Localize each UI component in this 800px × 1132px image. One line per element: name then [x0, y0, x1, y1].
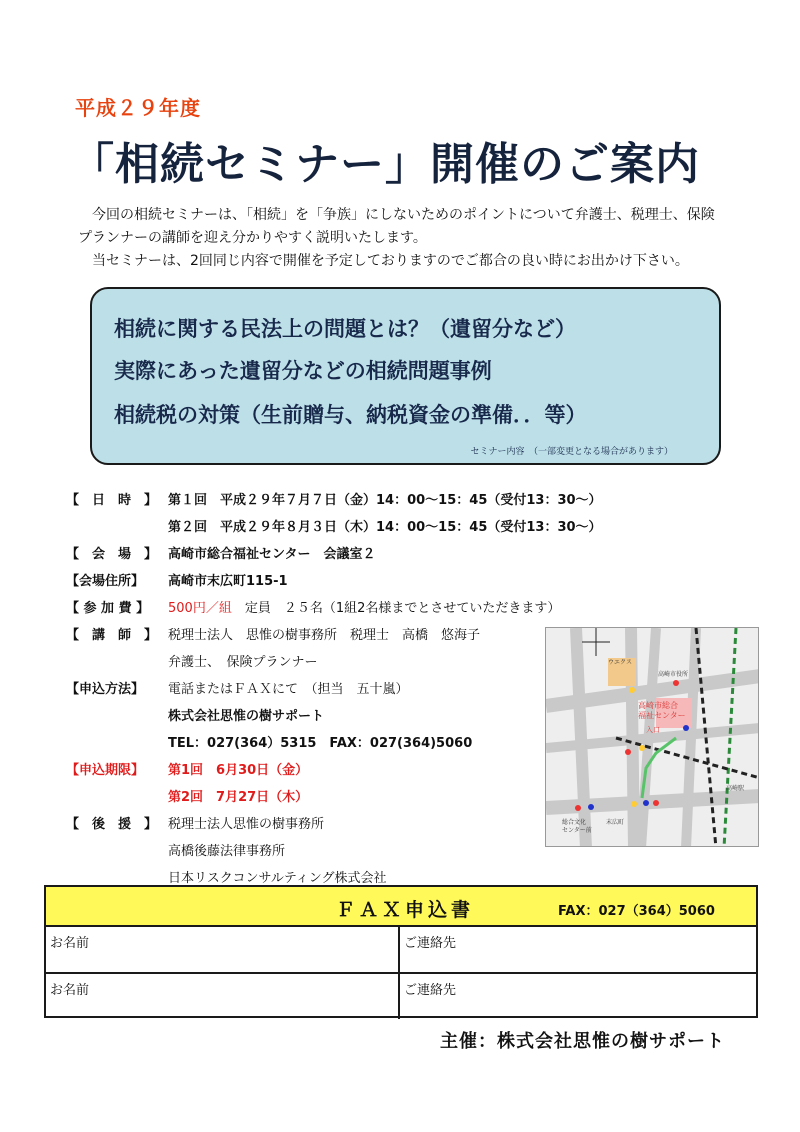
date-2: 第２回 平成２９年８月３日（木）14：00～15：45（受付13：30～） [168, 520, 602, 535]
date-label: 【 日 時 】 [66, 493, 158, 508]
form-row [46, 974, 756, 1019]
map-graphic [546, 628, 759, 847]
page-title: 「相続セミナー」開催のご案内 [70, 139, 700, 190]
intro-line: プランナーの講師を迎え分かりやすく説明いたします。 [78, 230, 427, 246]
deadline-1: 第1回 6月30日（金） [168, 763, 309, 778]
form-row [46, 927, 756, 974]
contact-field-label: ご連絡先 [404, 936, 457, 951]
date-1: 第１回 平成２９年７月７日（金）14：00～15：45（受付13：30～） [168, 493, 602, 508]
intro-line: 今回の相続セミナーは、「相続」を「争族」にしないためのポイントについて弁護士、税理士、保険 [78, 207, 715, 223]
map-place-5: センター前 [562, 827, 592, 834]
deadline-2: 第2回 7月27日（木） [168, 790, 309, 805]
fee-price: 500円／組 [168, 601, 232, 616]
contact-field-label: ご連絡先 [404, 983, 457, 998]
intro-paragraph [78, 204, 758, 273]
support-label: 【 後 援 】 [66, 817, 158, 832]
venue: 高崎市総合福祉センター 会議室２ [168, 547, 376, 562]
fax-application-form [44, 885, 758, 1018]
map-venue-label-1: 高崎市総合 [638, 701, 678, 710]
map-place-6: 高崎駅 [726, 785, 745, 792]
topic-item: 相続税の対策（生前贈与、納税資金の準備．．等） [114, 403, 587, 427]
intro-line: 当セミナーは、2回同じ内容で開催を予定しておりますのでご都合の良い時にお出かけ下さい。 [78, 253, 689, 269]
name-field-label: お名前 [50, 936, 90, 951]
form-title: ＦＡＸ申込書 [336, 899, 475, 921]
lecturer-1: 税理士法人 思惟の樹事務所 税理士 高橋 悠海子 [168, 628, 481, 643]
apply-method-3: TEL：027(364）5315 FAX：027(364)5060 [168, 736, 473, 751]
year-heading: 平成２９年度 [75, 96, 201, 120]
address: 高崎市末広町115-1 [168, 574, 288, 589]
map-entrance-label: 入口 [646, 726, 660, 734]
address-label: 【会場住所】 [66, 574, 145, 589]
support-2: 高橋後藤法律事務所 [168, 844, 286, 859]
fee-line [168, 597, 560, 616]
lecturer-label: 【 講 師 】 [66, 628, 158, 643]
lecturer-2: 弁護士、 保険プランナー [168, 655, 318, 670]
form-header [46, 887, 756, 927]
apply-method-label: 【申込方法】 [66, 682, 145, 697]
venue-label: 【 会 場 】 [66, 547, 158, 562]
map-place-1: ウエクス [608, 659, 632, 666]
fee-label: 【 参 加 費 】 [66, 601, 150, 616]
topics-box [90, 287, 721, 465]
apply-method-1: 電話またはＦＡＸにて （担当 五十嵐） [168, 682, 409, 697]
host-organizer: 主催：株式会社思惟の樹サポート [440, 1031, 725, 1052]
map-place-4: 総合文化 [562, 819, 587, 826]
topic-item: 相続に関する民法上の問題とは？（遺留分など） [114, 317, 576, 341]
map-place-2: 高崎市役所 [658, 671, 689, 678]
support-1: 税理士法人思惟の樹事務所 [168, 817, 325, 832]
name-field-label: お名前 [50, 983, 90, 998]
apply-method-2: 株式会社思惟の樹サポート [168, 709, 325, 724]
venue-map [545, 627, 759, 847]
topic-item: 実際にあった遺留分などの相続問題事例 [114, 359, 492, 383]
deadline-label: 【申込期限】 [66, 763, 145, 778]
form-fax-number: FAX：027（364）5060 [558, 904, 715, 919]
map-place-3: 末広町 [606, 819, 625, 826]
support-3: 日本リスクコンサルティング株式会社 [168, 871, 387, 886]
map-venue-label-2: 福祉センター [638, 711, 686, 720]
fee-capacity: 定員 ２５名（1組2名様までとさせていただきます） [231, 601, 561, 616]
topics-note: セミナー内容 （一部変更となる場合があります） [470, 447, 673, 457]
